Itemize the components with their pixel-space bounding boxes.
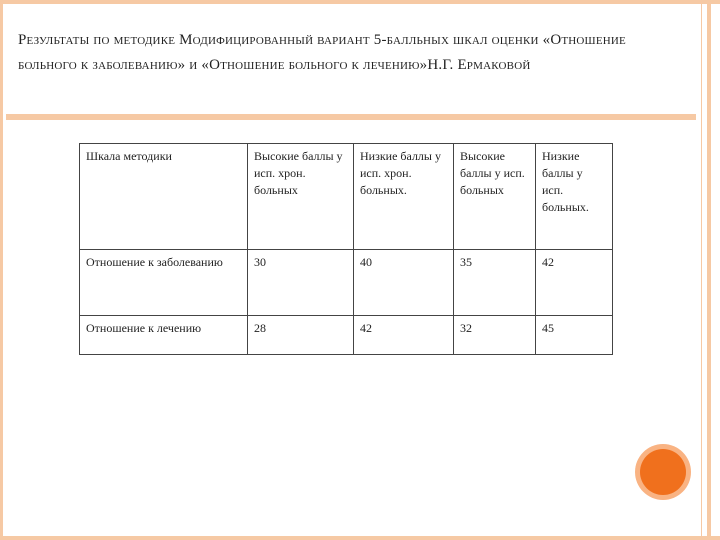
cell-value: 45 <box>536 316 613 355</box>
table-row <box>80 316 613 355</box>
header-low-patients: Низкие баллы у исп. больных. <box>536 144 613 250</box>
cell-value: 35 <box>454 250 536 316</box>
row-label-disease: Отношение к заболеванию <box>80 250 248 316</box>
slide-border-top <box>0 0 720 4</box>
cell-value: 42 <box>354 316 454 355</box>
table-row <box>80 250 613 316</box>
title-underline-bar <box>6 114 696 120</box>
cell-value: 32 <box>454 316 536 355</box>
cell-value: 42 <box>536 250 613 316</box>
decorative-orange-circle <box>640 449 686 495</box>
cell-value: 28 <box>248 316 354 355</box>
slide-border-bottom <box>0 536 720 540</box>
slide-border-left <box>0 0 3 540</box>
slide-border-right <box>707 0 711 540</box>
header-high-patients: Высокие баллы у исп. больных <box>454 144 536 250</box>
row-label-treatment: Отношение к лечению <box>80 316 248 355</box>
slide-border-inner-right <box>701 0 702 540</box>
slide-title: Результаты по методике Модифицированный вариант 5-балльных шкал оценки «Отношение больного к заболеванию» и «Отношение больного к лечению»Н.Г. Ермаковой <box>18 32 626 73</box>
results-table <box>79 143 613 355</box>
header-low-chronic: Низкие баллы у исп. хрон. больных. <box>354 144 454 250</box>
header-scale: Шкала методики <box>80 144 248 250</box>
cell-value: 40 <box>354 250 454 316</box>
header-high-chronic: Высокие баллы у исп. хрон. больных <box>248 144 354 250</box>
cell-value: 30 <box>248 250 354 316</box>
table-header-row <box>80 144 613 250</box>
